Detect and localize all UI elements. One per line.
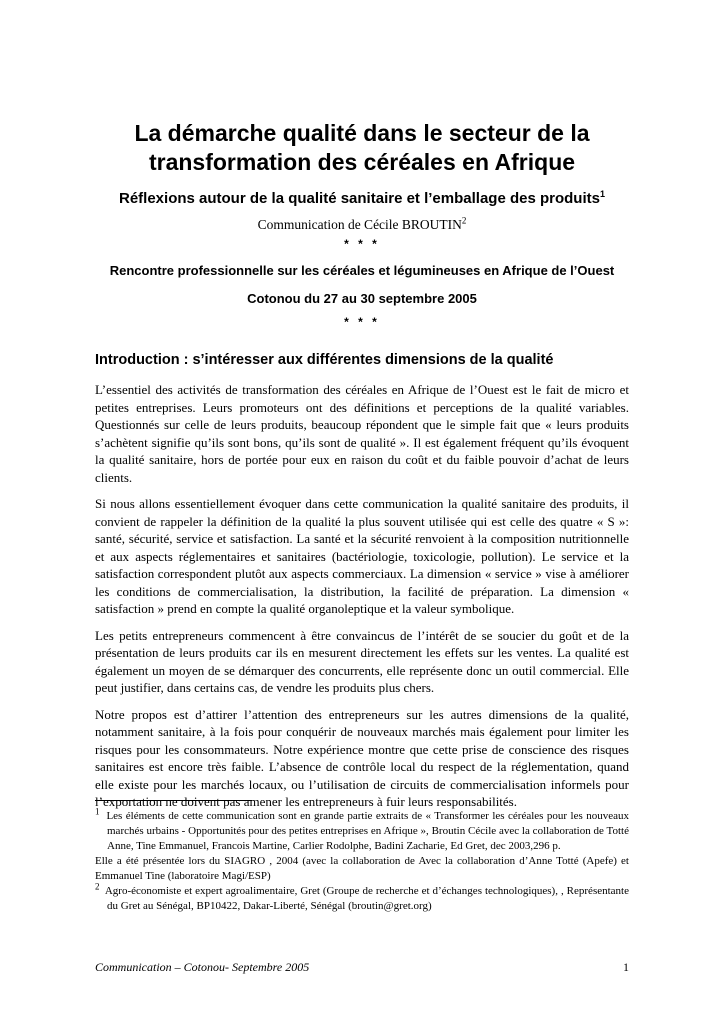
subtitle-text: Réflexions autour de la qualité sanitaire et l’emballage des produits bbox=[119, 190, 600, 207]
footnote-2-mark: 2 bbox=[95, 881, 100, 892]
body-text bbox=[95, 381, 629, 820]
separator-bottom: * * * bbox=[344, 315, 380, 329]
document-title: La démarche qualité dans le secteur de la transformation des céréales en Afrique bbox=[134, 120, 590, 175]
separator-top: * * * bbox=[344, 237, 380, 251]
meeting-location-date: Cotonou du 27 au 30 septembre 2005 bbox=[247, 291, 477, 306]
footnote-1 bbox=[95, 806, 629, 854]
meeting-title: Rencontre professionnelle sur les céréales et légumineuses en Afrique de l’Ouest bbox=[109, 263, 615, 278]
footnote-1-mark: 1 bbox=[95, 806, 100, 817]
page-footer: Communication – Cotonou- Septembre 2005 bbox=[95, 960, 310, 974]
page-number: 1 bbox=[623, 960, 629, 974]
document-subtitle bbox=[60, 189, 664, 209]
paragraph: Si nous allons essentiellement évoquer dans cette communication la qualité sanitaire des produits, il convient de rappeler la définition de la qualité la plus souvent utilisée qui est celle des quatre « S »: santé, sécurité, service et satisfaction. La santé et la sécurité renvoient à la composition nutritionnelle et aux aspects réglementaires et sanitaires (bactériologie, toxicologie, pollution). Le service et la satisfaction correspondent plutôt aux aspects commerciaux. La dimension « service » vise à améliorer les conditions de commercialisation, la distribution, la facilité de préparation. La dimension « satisfaction » prend en compte la qualité organoleptique et la valeur symbolique. bbox=[95, 496, 629, 616]
footnotes bbox=[95, 806, 629, 914]
paragraph: L’essentiel des activités de transformation des céréales en Afrique de l’Ouest est le fait de micro et petites entreprises. Leurs promoteurs ont des définitions et perceptions de la qualité variables. Questionnés sur celle de leurs produits, beaucoup répondent que le simple fait que « leurs produits s’achètent signifie qu’ils sont bons, qu’ils sont de qualité ». Il est également fréquent qu’ils évoquent la qualité sanitaire, hors de portée pour eux en raison du coût et du faible pouvoir d’achat de leurs clients. bbox=[95, 382, 629, 485]
author-text: Communication de Cécile BROUTIN bbox=[257, 217, 462, 232]
author-line bbox=[60, 216, 664, 234]
footnote-1-extra: Elle a été présentée lors du SIAGRO , 2004 (avec la collaboration de Avec la collaboration d’Anne Totté (Apefe) et Emmanuel Tine (laboratoire Magi/ESP) bbox=[95, 855, 629, 882]
paragraph: Les petits entrepreneurs commencent à être convaincus de l’intérêt de se soucier du goût et de la présentation de leurs produits car ils en mesurent directement les effets sur les ventes. La qualité est également un moyen de se démarquer des concurrents, elle représente donc un outil commercial. Elle peut justifier, dans certains cas, de vendre les produits plus chers. bbox=[95, 627, 629, 695]
author-footnote-ref[interactable]: 2 bbox=[461, 215, 467, 226]
footnote-2 bbox=[95, 881, 629, 914]
paragraph: Notre propos est d’attirer l’attention des entrepreneurs sur les autres dimensions de la qualité, notamment sanitaire, à la fois pour conquérir de nouveaux marchés mais également pour limiter les risques pour les consommateurs. Notre expérience montre que cette prise de conscience des risques sanitaires est encore très faible. L’absence de contrôle local du respect de la réglementation, quand elle existe pour les marchés locaux, ou l’utilisation de circuits de commercialisation informels pour l’exportation ne doivent pas amener les entrepreneurs à fuir leurs responsabilités. bbox=[95, 706, 629, 809]
footnote-divider bbox=[95, 800, 252, 801]
footnote-2-text: Agro-économiste et expert agroalimentaire, Gret (Groupe de recherche et d’échanges technologiques), , Représentante du Gret au Sénégal, BP10422, Dakar-Liberté, Sénégal (broutin@gret.org) bbox=[104, 885, 629, 912]
subtitle-footnote-ref[interactable]: 1 bbox=[599, 189, 605, 199]
footnote-1-text: Les éléments de cette communication sont en grande partie extraits de « Transformer les céréales pour les nouveaux marchés urbains - Opportunités pour des petites entreprises en Afrique », Broutin Cécile avec la collaboration de Totté Anne, Tine Emmanuel, Francois Martine, Carlier Rodolphe, Badini Zacharie, Ed Gret, dec 2003,296 p. bbox=[106, 810, 629, 852]
section-heading: Introduction : s’intéresser aux différentes dimensions de la qualité bbox=[95, 352, 554, 368]
